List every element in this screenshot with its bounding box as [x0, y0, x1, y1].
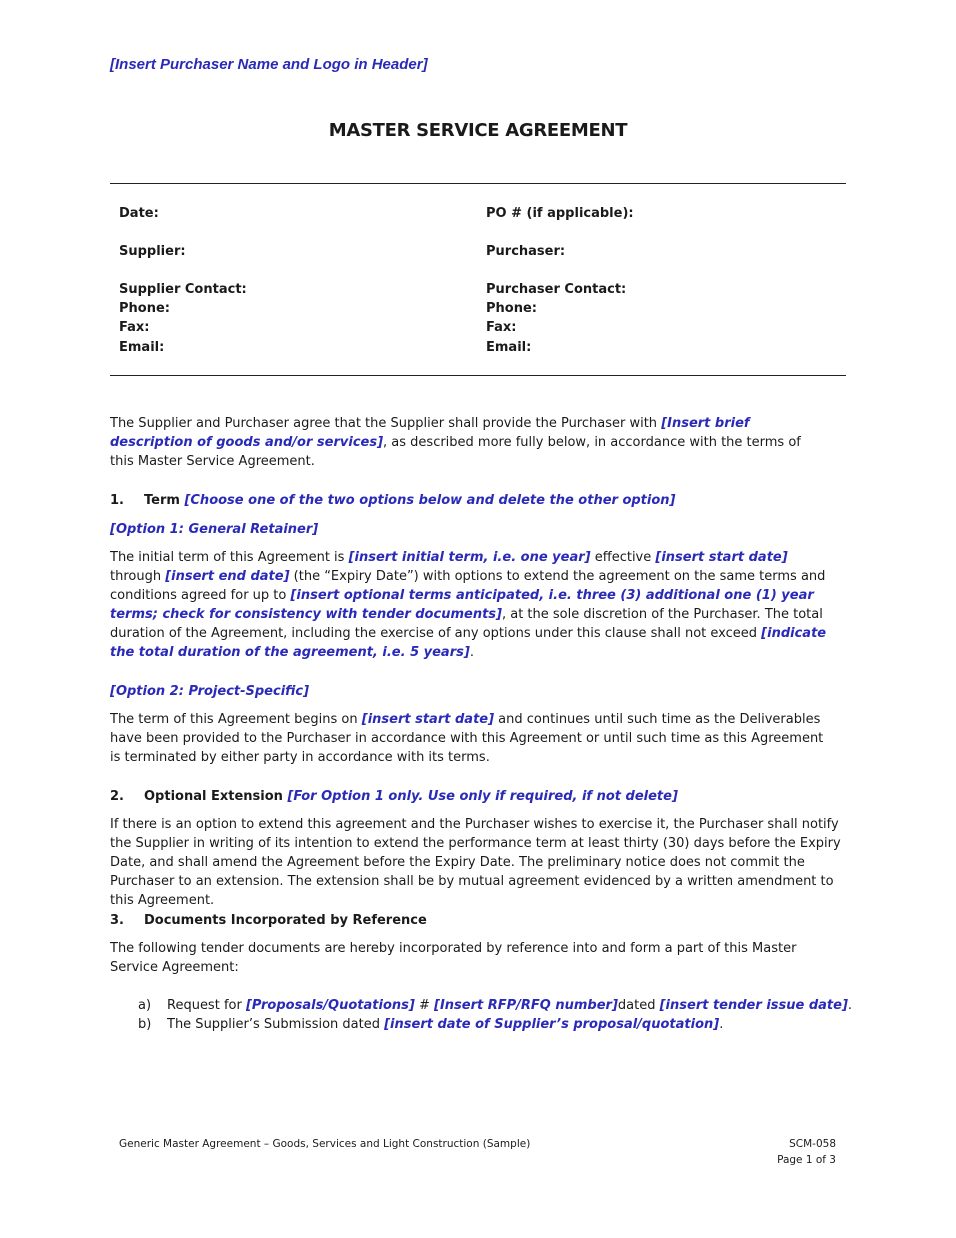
list-item-b — [138, 1015, 723, 1034]
list-marker-b: b) — [138, 1017, 152, 1032]
option-2-text-2: and continues until such time as the Deliverables have been provided to the Purchaser in accordance with this Agreement or until such time as this Agreement is terminated by either party in accordance with its terms. — [110, 712, 824, 765]
option-1-text-1: The initial term of this Agreement is — [110, 550, 349, 565]
option-2-paragraph — [110, 710, 832, 767]
section-1-heading — [110, 491, 675, 510]
intro-paragraph — [110, 414, 822, 471]
field-po-label: PO # (if applicable): — [486, 206, 634, 221]
option-1-placeholder-start: [insert start date] — [655, 550, 788, 565]
option-1-text-6: . — [469, 645, 474, 660]
section-3-number: 3. — [110, 913, 124, 928]
intro-placeholder: [Insert brief description of goods and/or services] — [110, 416, 750, 450]
document-title: MASTER SERVICE AGREEMENT — [328, 120, 628, 141]
option-2-text-1: The term of this Agreement begins on — [110, 712, 362, 727]
section-2-number: 2. — [110, 789, 124, 804]
header-placeholder: [Insert Purchaser Name and Logo in Header] — [110, 56, 428, 73]
list-a-text-1: Request for — [167, 998, 246, 1013]
field-supplier-email-label: Email: — [119, 340, 165, 355]
list-a-text-4: . — [847, 998, 853, 1013]
intro-text-2: , as described more fully below, in accordance with the terms of this Master Service Agreement. — [110, 435, 801, 469]
option-2-heading: [Option 2: Project-Specific] — [110, 684, 310, 699]
list-a-placeholder-rfp-number: [Insert RFP/RFQ number] — [434, 998, 618, 1013]
section-3-paragraph: The following tender documents are hereby incorporated by reference into and form a part of this Master Service Agreement: — [110, 941, 797, 975]
field-supplier-phone-label: Phone: — [119, 301, 170, 316]
section-3-heading — [110, 911, 427, 930]
field-supplier-contact-label: Supplier Contact: — [119, 282, 247, 297]
section-3-title: Documents Incorporated by Reference — [144, 913, 427, 928]
bottom-divider — [110, 375, 846, 376]
section-2-paragraph: If there is an option to extend this agreement and the Purchaser wishes to exercise it, the Purchaser shall notify the Supplier in writing of its intention to extend the performance term at least thirty (30) days before the Expiry Date, and shall amend the Agreement before the Expiry Date. The preliminary notice does not commit the Purchaser to an extension. The extension shall be by mutual agreement evidenced by a written amendment to this Agreement. — [110, 817, 841, 908]
option-1-placeholder-optional-terms: [insert optional terms anticipated, i.e. three (3) additional one (1) year terms; check for consistency with tender documents] — [110, 588, 814, 622]
footer-page-number: Page 1 of 3 — [777, 1154, 836, 1166]
field-purchaser-label: Purchaser: — [486, 244, 566, 259]
footer-document-name: Generic Master Agreement – Goods, Services and Light Construction (Sample) — [119, 1138, 531, 1150]
option-2-placeholder-start: [insert start date] — [361, 712, 495, 727]
field-purchaser-email-label: Email: — [486, 340, 532, 355]
field-purchaser-phone-label: Phone: — [486, 301, 537, 316]
list-a-text-3: dated — [617, 998, 660, 1013]
field-supplier-fax-label: Fax: — [119, 320, 150, 335]
section-1-note: [Choose one of the two options below and delete the other option] — [184, 493, 676, 508]
option-1-text-2: effective — [590, 550, 656, 565]
list-a-placeholder-issue-date: [insert tender issue date] — [659, 998, 848, 1013]
option-1-text-3: through — [110, 569, 166, 584]
option-1-heading: [Option 1: General Retainer] — [110, 522, 319, 537]
list-b-text-2: . — [719, 1017, 724, 1032]
option-1-text-5: , at the sole discretion of the Purchaser. The total duration of the Agreement, including the exercise of any options under this clause shall not exceed — [110, 607, 823, 641]
option-1-paragraph — [110, 548, 836, 662]
top-divider — [110, 183, 846, 184]
field-supplier-label: Supplier: — [119, 244, 186, 259]
section-2-title: Optional Extension — [144, 789, 283, 804]
field-date-label: Date: — [119, 206, 159, 221]
option-1-placeholder-end: [insert end date] — [165, 569, 290, 584]
footer-form-code: SCM-058 — [789, 1138, 836, 1150]
section-1-title: Term — [144, 493, 180, 508]
option-1-placeholder-term: [insert initial term, i.e. one year] — [348, 550, 591, 565]
field-purchaser-fax-label: Fax: — [486, 320, 517, 335]
section-1-number: 1. — [110, 493, 124, 508]
section-2-heading — [110, 787, 678, 806]
option-1-placeholder-duration: [indicate the total duration of the agreement, i.e. 5 years] — [110, 626, 827, 660]
list-item-a — [138, 996, 852, 1015]
list-a-text-2: # — [414, 998, 434, 1013]
field-purchaser-contact-label: Purchaser Contact: — [486, 282, 627, 297]
section-2-note: [For Option 1 only. Use only if required, if not delete] — [287, 789, 678, 804]
option-1-text-4: (the “Expiry Date”) with options to extend the agreement on the same terms and conditions agreed for up to — [110, 569, 826, 603]
list-a-placeholder-proposals: [Proposals/Quotations] — [245, 998, 415, 1013]
list-marker-a: a) — [138, 998, 152, 1013]
list-b-text-1: The Supplier’s Submission dated — [167, 1017, 385, 1032]
list-b-placeholder-proposal-date: [insert date of Supplier’s proposal/quotation] — [384, 1017, 720, 1032]
intro-text-1: The Supplier and Purchaser agree that the Supplier shall provide the Purchaser with — [110, 416, 662, 431]
